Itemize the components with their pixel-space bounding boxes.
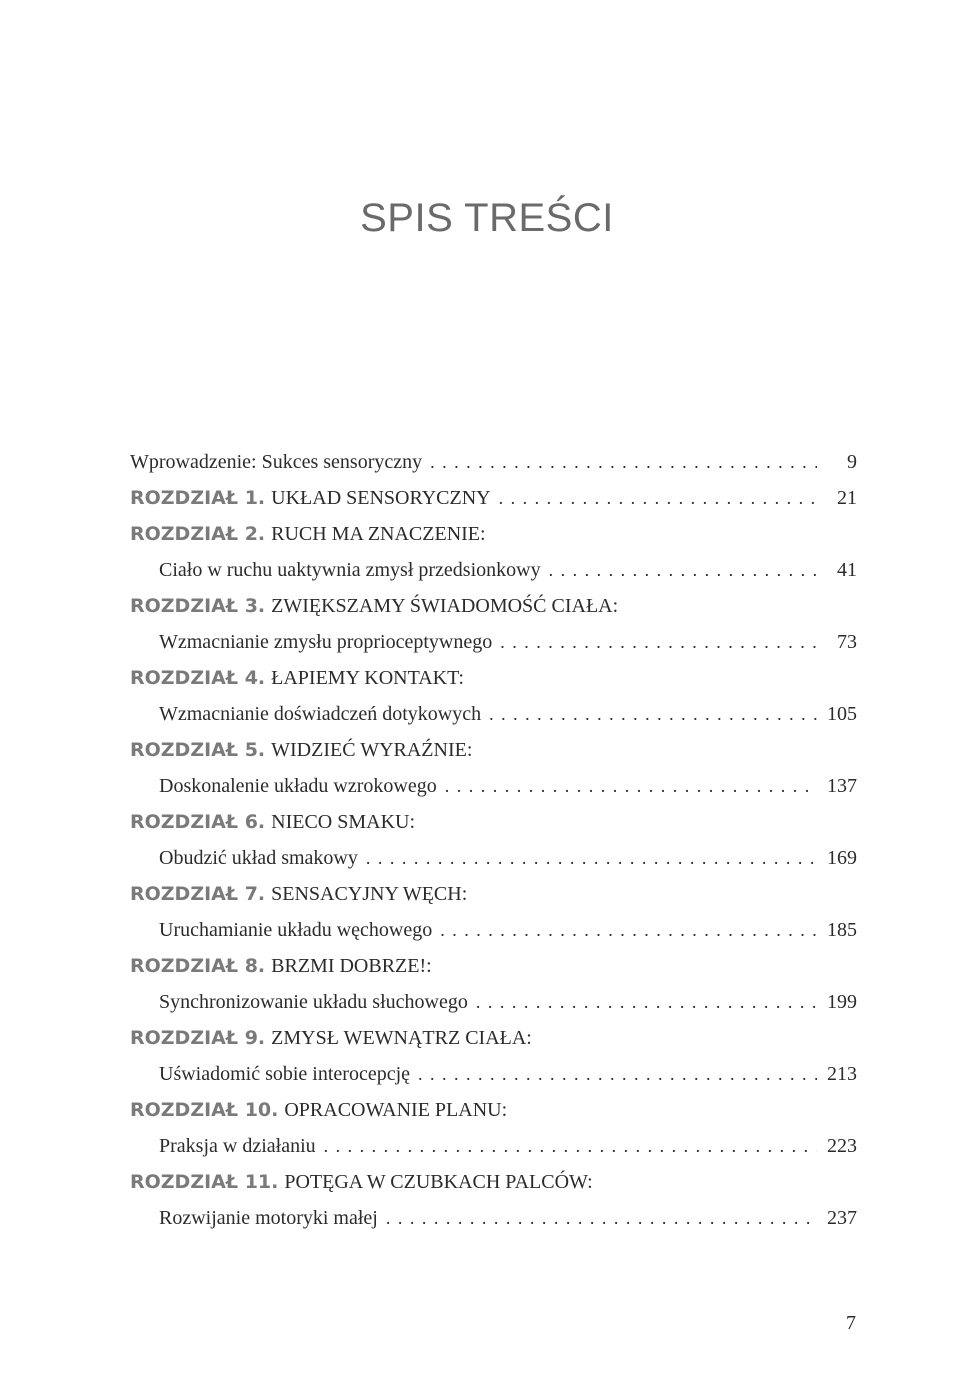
chapter-label: ROZDZIAŁ 3. [130, 595, 266, 617]
toc-entry-chapter-1 [130, 480, 857, 516]
toc-page-number: 213 [827, 1063, 857, 1085]
chapter-subtitle: Wzmacnianie doświadczeń dotykowych [159, 703, 482, 725]
dot-leader [386, 1200, 817, 1236]
dot-leader [489, 696, 817, 732]
dot-leader [324, 1128, 817, 1164]
chapter-label: ROZDZIAŁ 7. [130, 883, 266, 905]
chapter-label: ROZDZIAŁ 4. [130, 667, 266, 689]
chapter-subtitle: Uświadomić sobie interocepcję [159, 1063, 411, 1085]
chapter-title: ŁAPIEMY KONTAKT: [271, 667, 464, 689]
toc-chapter-heading-5 [130, 732, 857, 768]
chapter-label: ROZDZIAŁ 10. [130, 1099, 279, 1121]
toc-entry-chapter-10 [130, 1128, 857, 1164]
toc-entry-chapter-2 [130, 552, 857, 588]
chapter-label: ROZDZIAŁ 9. [130, 1027, 266, 1049]
toc-page-number: 41 [837, 559, 857, 581]
chapter-label: ROZDZIAŁ 2. [130, 523, 266, 545]
toc-entry-chapter-11 [130, 1200, 857, 1236]
chapter-subtitle: Praksja w działaniu [159, 1135, 316, 1157]
chapter-subtitle: Wzmacnianie zmysłu proprioceptywnego [159, 631, 493, 653]
toc-entry-intro [130, 444, 857, 480]
toc-entry-text: Wprowadzenie: Sukces sensoryczny [130, 451, 423, 473]
dot-leader [499, 480, 817, 516]
toc-chapter-heading-10 [130, 1092, 857, 1128]
chapter-subtitle: Rozwijanie motoryki małej [159, 1207, 378, 1229]
chapter-label: ROZDZIAŁ 6. [130, 811, 266, 833]
toc-entry-chapter-7 [130, 912, 857, 948]
toc-entry-chapter-5 [130, 768, 857, 804]
dot-leader [418, 1056, 817, 1092]
toc-chapter-heading-9 [130, 1020, 857, 1056]
toc-chapter-heading-7 [130, 876, 857, 912]
table-of-contents [130, 444, 857, 1236]
toc-page-number: 237 [827, 1207, 857, 1229]
toc-page-number: 73 [837, 631, 857, 653]
chapter-title: ZWIĘKSZAMY ŚWIADOMOŚĆ CIAŁA: [271, 595, 619, 617]
chapter-subtitle: Doskonalenie układu wzrokowego [159, 775, 437, 797]
toc-chapter-heading-6 [130, 804, 857, 840]
dot-leader [549, 552, 817, 588]
chapter-label: ROZDZIAŁ 11. [130, 1171, 279, 1193]
chapter-title: SENSACYJNY WĘCH: [271, 883, 468, 905]
dot-leader [440, 912, 817, 948]
dot-leader [500, 624, 817, 660]
toc-chapter-heading-3 [130, 588, 857, 624]
dot-leader [430, 444, 817, 480]
page-number: 7 [846, 1312, 856, 1334]
chapter-title: ZMYSŁ WEWNĄTRZ CIAŁA: [271, 1027, 532, 1049]
toc-chapter-heading-2 [130, 516, 857, 552]
chapter-title: NIECO SMAKU: [271, 811, 416, 833]
toc-entry-chapter-3 [130, 624, 857, 660]
chapter-subtitle: Ciało w ruchu uaktywnia zmysł przedsionkowy [159, 559, 541, 581]
chapter-title: OPRACOWANIE PLANU: [284, 1099, 508, 1121]
toc-page-number: 21 [837, 487, 857, 509]
chapter-subtitle: Obudzić układ smakowy [159, 847, 358, 869]
chapter-subtitle: Uruchamianie układu węchowego [159, 919, 433, 941]
toc-page-number: 169 [827, 847, 857, 869]
toc-page-number: 223 [827, 1135, 857, 1157]
chapter-title: RUCH MA ZNACZENIE: [271, 523, 486, 545]
toc-entry-chapter-9 [130, 1056, 857, 1092]
dot-leader [476, 984, 817, 1020]
toc-entry-chapter-4 [130, 696, 857, 732]
page-title: SPIS TREŚCI [360, 196, 614, 240]
chapter-title: POTĘGA W CZUBKACH PALCÓW: [284, 1171, 593, 1193]
toc-page-number: 199 [827, 991, 857, 1013]
toc-page-number: 9 [847, 451, 857, 473]
chapter-label: ROZDZIAŁ 1. [130, 487, 266, 509]
toc-page-number: 185 [827, 919, 857, 941]
toc-chapter-heading-11 [130, 1164, 857, 1200]
toc-chapter-heading-4 [130, 660, 857, 696]
dot-leader [445, 768, 817, 804]
toc-page-number: 137 [827, 775, 857, 797]
toc-entry-chapter-6 [130, 840, 857, 876]
chapter-title: BRZMI DOBRZE!: [271, 955, 432, 977]
chapter-label: ROZDZIAŁ 5. [130, 739, 266, 761]
toc-page-number: 105 [827, 703, 857, 725]
toc-entry-chapter-8 [130, 984, 857, 1020]
toc-chapter-heading-8 [130, 948, 857, 984]
chapter-subtitle: Synchronizowanie układu słuchowego [159, 991, 468, 1013]
chapter-label: ROZDZIAŁ 8. [130, 955, 266, 977]
chapter-title: WIDZIEĆ WYRAŹNIE: [271, 739, 473, 761]
dot-leader [366, 840, 817, 876]
chapter-title: UKŁAD SENSORYCZNY [271, 487, 491, 509]
